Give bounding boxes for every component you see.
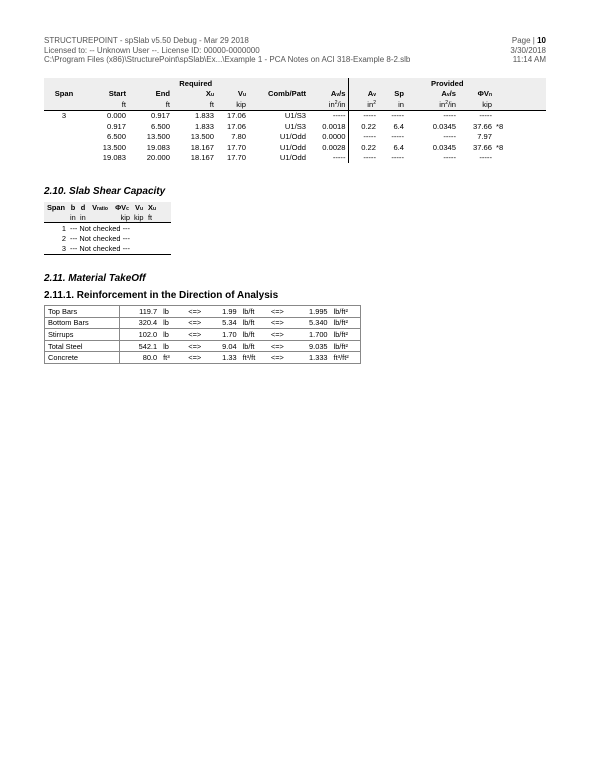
table-row: Stirrups 102.0 lb <=> 1.70 lb/ft <=> 1.700 lb/ft² xyxy=(45,329,361,341)
report-date: 3/30/2018 xyxy=(510,45,546,55)
table-row: 2 --- Not checked --- xyxy=(61,234,130,244)
unit-avs-req: $in^2/in$ xyxy=(308,99,348,110)
table-row: 6.500 13.500 13.500 7.80 U1/Odd 0.0000 ----- ----- ----- 7.97 xyxy=(106,132,492,142)
software-info: STRUCTUREPOINT - spSlab v5.50 Debug - Mar 29 2018 xyxy=(44,36,249,45)
table-row: 0.917 6.500 1.833 17.06 U1/S3 0.0018 0.22 6.4 0.0345 37.66 *8 xyxy=(106,121,504,131)
table-row: 3 0.000 0.917 1.833 17.06 U1/S3 ----- ----- ----- ----- ----- xyxy=(61,111,492,121)
col-vu: Vu xyxy=(132,202,146,212)
col-span: Span xyxy=(44,89,84,100)
slab-shear-capacity-table xyxy=(44,202,171,255)
table-row: 19.083 20.000 18.167 17.70 U1/Odd ----- ----- ----- ----- ----- xyxy=(102,153,492,163)
col-vratio: Vratio xyxy=(88,202,112,212)
table-row: 1 --- Not checked --- xyxy=(61,223,130,233)
col-phivc: ΦVc xyxy=(112,202,132,212)
table-row: Concrete 80.0 ft³ <=> 1.33 ft³/ft <=> 1.333 ft³/ft² xyxy=(45,352,361,364)
unit-phivn: kip xyxy=(458,99,494,110)
table-row: Bottom Bars 320.4 lb <=> 5.34 lb/ft <=> 5.340 lb/ft² xyxy=(45,317,361,329)
table-row: 13.500 19.083 18.167 17.70 U1/Odd 0.0028 0.22 6.4 0.0345 37.66 *8 xyxy=(102,142,504,152)
col-sp: Sp xyxy=(378,89,406,100)
unit-start: ft xyxy=(84,99,128,110)
unit-sp: in xyxy=(378,99,406,110)
section-title-slab-shear-capacity: 2.10. Slab Shear Capacity xyxy=(44,186,166,197)
unit-end: ft xyxy=(128,99,172,110)
group-provided: Provided xyxy=(348,78,546,89)
unit-xu: ft xyxy=(146,212,171,223)
shear-reinforcement-table xyxy=(44,78,546,163)
col-avs-req: Av/s xyxy=(308,89,348,100)
col-avs-prov: Av/s xyxy=(406,89,458,100)
page-indicator: Page | 10 xyxy=(511,36,546,45)
col-d: d xyxy=(78,202,88,212)
col-start: Start xyxy=(84,89,128,100)
unit-vu: kip xyxy=(216,99,248,110)
page-number: 10 xyxy=(537,36,546,45)
license-info: Licensed to: -- Unknown User --. License ID: 00000-0000000 xyxy=(44,45,260,55)
col-phivn: ΦVn xyxy=(458,89,494,100)
col-av: Av xyxy=(348,89,378,100)
col-end: End xyxy=(128,89,172,100)
report-time: 11:14 AM xyxy=(512,55,546,64)
section-title-reinforcement: 2.11.1. Reinforcement in the Direction of Analysis xyxy=(44,290,279,301)
unit-vu: kip xyxy=(132,212,146,223)
unit-avs-prov: $in^2/in$ xyxy=(406,99,458,110)
col-vu: Vu xyxy=(216,89,248,100)
section-title-material-takeoff: 2.11. Material TakeOff xyxy=(44,273,146,284)
group-required: Required xyxy=(44,78,348,89)
unit-b: in xyxy=(68,212,78,223)
unit-phivc: kip xyxy=(112,212,132,223)
col-xu: Xu xyxy=(172,89,216,100)
page-header xyxy=(44,36,546,65)
file-path: C:\Program Files (x86)\StructurePoint\spSlab\Ex...\Example 1 - PCA Notes on ACI 318-Example 8-2.slb xyxy=(44,55,411,64)
col-xu: Xu xyxy=(146,202,171,212)
col-comb: Comb/Patt xyxy=(248,89,308,100)
table-row: 3 --- Not checked --- xyxy=(44,244,171,255)
table-row: Total Steel 542.1 lb <=> 9.04 lb/ft <=> 9.035 lb/ft² xyxy=(45,340,361,352)
col-b: b xyxy=(68,202,78,212)
unit-xu: ft xyxy=(172,99,216,110)
unit-av: $in^2$ xyxy=(348,99,378,110)
unit-d: in xyxy=(78,212,88,223)
col-span: Span xyxy=(44,202,68,212)
table-row: Top Bars 119.7 lb <=> 1.99 lb/ft <=> 1.995 lb/ft² xyxy=(45,306,361,318)
material-takeoff-table xyxy=(44,305,361,364)
